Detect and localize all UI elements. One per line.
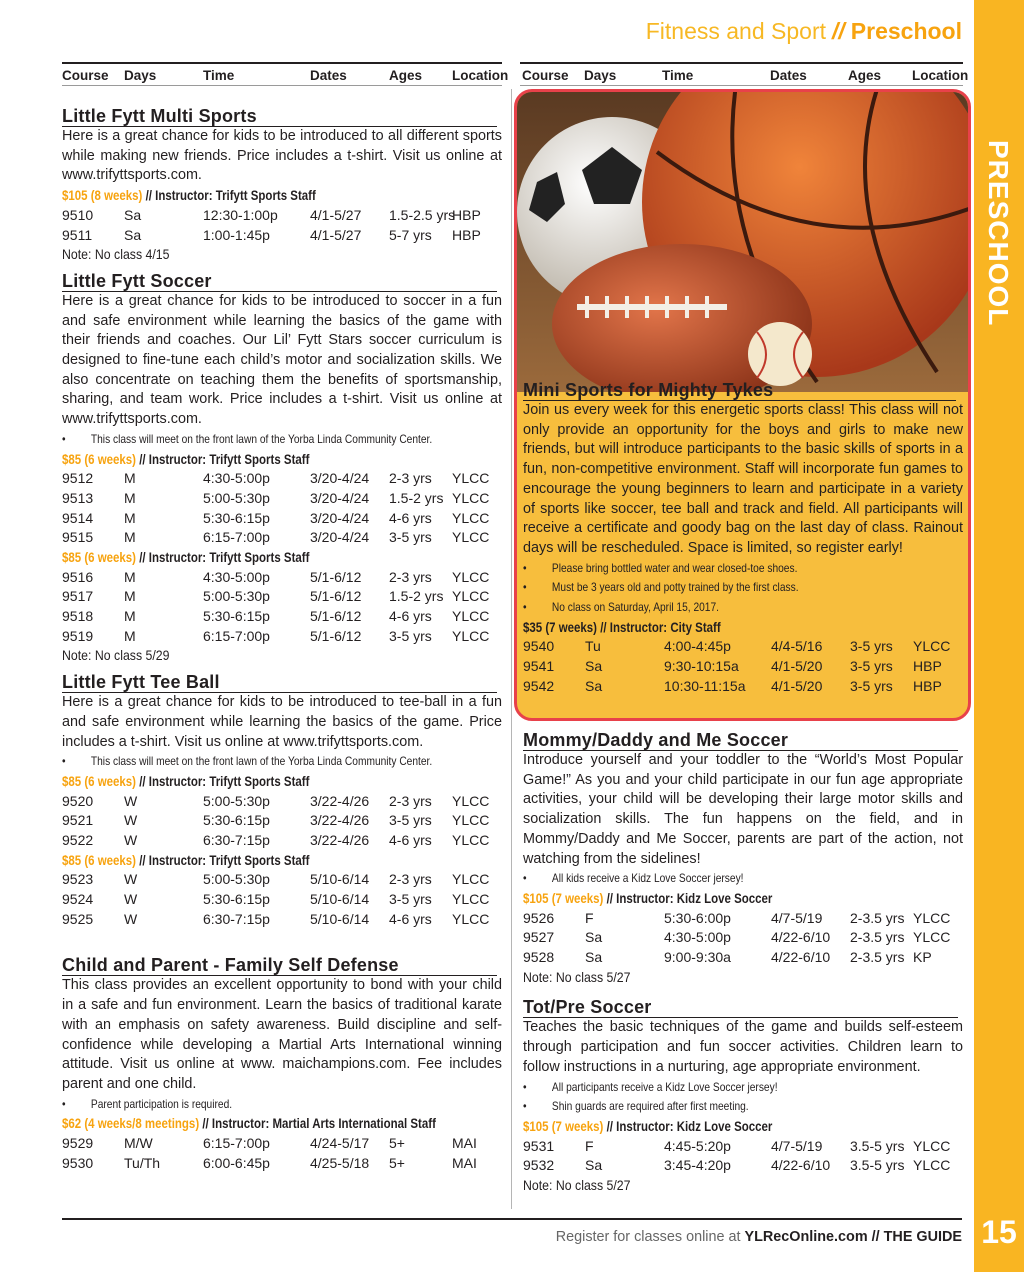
course-bullet: • No class on Saturday, April 15, 2017.: [523, 600, 719, 615]
fee-line: [62, 450, 504, 470]
fee-price: $85 (6 weeks): [62, 773, 137, 789]
course-note: Note: No class 4/15: [62, 246, 170, 263]
course-number: 9517: [62, 588, 94, 605]
subsection-title: Preschool: [850, 18, 962, 44]
course-title: Little Fytt Soccer: [62, 271, 497, 292]
time: 5:30-6:15p: [203, 891, 270, 908]
section-title: Fitness and Sport: [645, 18, 826, 44]
dates: 5/1-6/12: [310, 568, 362, 585]
schedule-row: [523, 1156, 963, 1176]
footer: [470, 1226, 962, 1248]
dates: 5/10-6/14: [310, 910, 370, 927]
time: 5:00-5:30p: [203, 588, 270, 605]
location: KP: [913, 949, 932, 965]
time: 3:45-4:20p: [664, 1157, 731, 1174]
instructor: // Instructor: Trifytt Sports Staff: [136, 852, 310, 868]
course-number: 9520: [62, 792, 94, 809]
ages: 2-3.5 yrs: [850, 909, 905, 926]
dates: 4/7-5/19: [771, 909, 823, 926]
course-description: Here is a great chance for kids to be introduced to all different sports while making new friends. Price includes a t-shirt. Visit us online at www.trifyttsports.com.: [62, 128, 502, 184]
col-location: Location: [912, 68, 969, 83]
col-ages: Ages: [389, 68, 423, 83]
days: Sa: [585, 949, 603, 965]
course-number: 9511: [62, 226, 93, 243]
time: 6:30-7:15p: [203, 910, 270, 927]
fee-line: [523, 618, 965, 638]
location: YLCC: [913, 1137, 951, 1154]
days: W: [124, 891, 138, 908]
schedule-row: [523, 677, 963, 697]
schedule-row: [62, 792, 502, 812]
course-description: Introduce yourself and your toddler to the “World’s Most Popular Game!” As you and your child participate in our fun age appropriate activities, your child will be developing their large motor skills and socialization skills. The fun happens on the field, and in Mommy/Daddy and Me Soccer, parents are part of the action, not watching from the sidelines!: [523, 752, 963, 867]
dates: 4/22-6/10: [771, 949, 831, 965]
schedule-row: [62, 811, 502, 831]
ages: 4-6 yrs: [389, 608, 432, 625]
time: 4:00-4:45p: [664, 638, 731, 655]
time: 1:00-1:45p: [203, 226, 270, 243]
location: YLCC: [913, 1157, 951, 1174]
location: HBP: [913, 658, 942, 675]
days: W: [124, 871, 138, 888]
days: M: [124, 588, 136, 605]
schedule-row: [523, 948, 963, 968]
location: YLCC: [452, 470, 490, 487]
ages: 1.5-2 yrs: [389, 489, 444, 506]
days: W: [124, 812, 138, 829]
days: M: [124, 568, 136, 585]
bullet-text: Shin guards are required after first meeting.: [551, 1099, 749, 1114]
ages: 2-3.5 yrs: [850, 949, 905, 965]
footer-site-link[interactable]: YLRecOnline.com: [744, 1229, 868, 1245]
bullet-text: No class on Saturday, April 15, 2017.: [551, 600, 719, 615]
bullet-text: All kids receive a Kidz Love Soccer jersey!: [551, 871, 744, 886]
dates: 4/24-5/17: [310, 1135, 370, 1152]
col-time: Time: [203, 68, 235, 83]
course-number: 9528: [523, 949, 555, 965]
course-note: Note: No class 5/27: [523, 968, 631, 985]
fee-price: $85 (6 weeks): [62, 549, 137, 565]
course-bullet: • This class will meet on the front lawn of the Yorba Linda Community Center.: [62, 754, 433, 769]
course-number: 9532: [523, 1157, 555, 1174]
fee-price: $105 (7 weeks): [523, 1118, 604, 1134]
course-number: 9523: [62, 871, 94, 888]
location: HBP: [452, 226, 481, 243]
dates: 4/1-5/20: [771, 677, 823, 694]
ages: 3-5 yrs: [850, 677, 893, 694]
dates: 3/22-4/26: [310, 792, 370, 809]
course-number: 9527: [523, 929, 555, 946]
ages: 5+: [389, 1154, 405, 1171]
course-description: This class provides an excellent opportunity to bond with your child in a safe and fun environment. Learn the basics of traditional karate with an emphasis on safety awareness. Build discipline and self-confidence while developing a Martial Arts International winning attitude. Visit us online at www. maichampions.com. Fee includes parent and one child.: [62, 977, 502, 1092]
ages: 4-6 yrs: [389, 509, 432, 526]
time: 9:00-9:30a: [664, 949, 731, 965]
dates: 4/1-5/27: [310, 206, 362, 223]
dates: 5/1-6/12: [310, 608, 362, 625]
fee-line: [523, 1117, 965, 1137]
bullet-text: Must be 3 years old and potty trained by the first class.: [551, 580, 799, 595]
time: 5:30-6:15p: [203, 812, 270, 829]
dates: 4/22-6/10: [771, 929, 831, 946]
location: YLCC: [452, 891, 490, 908]
course-number: 9519: [62, 627, 94, 644]
dates: 3/22-4/26: [310, 812, 370, 829]
time: 10:30-11:15a: [664, 677, 746, 694]
schedule-row: [62, 627, 502, 647]
col-course: Course: [522, 68, 569, 83]
location: HBP: [913, 677, 942, 694]
footer-rule: [62, 1218, 962, 1220]
days: W: [124, 832, 138, 849]
course-bullet: • Parent participation is required.: [62, 1096, 233, 1111]
schedule-row: [62, 1134, 502, 1154]
schedule-row: [523, 909, 963, 929]
mini-sports-section: [523, 380, 963, 697]
time: 6:00-6:45p: [203, 1154, 270, 1171]
schedule-row: [62, 1154, 502, 1174]
instructor: // Instructor: Martial Arts International Staff: [199, 1116, 436, 1132]
fee-line: [62, 1114, 504, 1134]
column-header-left: [62, 62, 509, 86]
time: 5:00-5:30p: [203, 871, 270, 888]
ages: 5+: [389, 1135, 405, 1152]
days: W: [124, 910, 138, 927]
instructor: // Instructor: Trifytt Sports Staff: [136, 773, 310, 789]
schedule-row: [62, 528, 502, 548]
days: Tu: [585, 638, 601, 655]
ages: 2-3 yrs: [389, 792, 432, 809]
time: 5:30-6:00p: [664, 909, 731, 926]
ages: 1.5-2 yrs: [389, 588, 444, 605]
schedule-row: [523, 928, 963, 948]
fee-price: $85 (6 weeks): [62, 451, 137, 467]
course-bullet: • This class will meet on the front lawn of the Yorba Linda Community Center.: [62, 431, 433, 446]
ages: 2-3.5 yrs: [850, 929, 905, 946]
time: 5:00-5:30p: [203, 489, 270, 506]
course-number: 9526: [523, 909, 555, 926]
schedule-rows: [62, 206, 502, 245]
bullet-text: This class will meet on the front lawn of the Yorba Linda Community Center.: [90, 754, 433, 769]
days: M: [124, 509, 136, 526]
location: HBP: [452, 206, 481, 223]
ages: 3-5 yrs: [850, 638, 893, 655]
course-number: 9530: [62, 1154, 94, 1171]
time: 5:30-6:15p: [203, 509, 270, 526]
course-description: Here is a great chance for kids to be introduced to tee-ball in a fun and safe environment while learning the basics of the game. Price includes a t-shirt. Visit us online at www.trifyttsports.com.: [62, 694, 502, 750]
course-title: Child and Parent - Family Self Defense: [62, 955, 497, 976]
fee-price: $85 (6 weeks): [62, 852, 137, 868]
ages: 2-3 yrs: [389, 871, 432, 888]
instructor: // Instructor: Trifytt Sports Staff: [136, 451, 310, 467]
time: 12:30-1:00p: [203, 206, 278, 223]
days: F: [585, 909, 594, 926]
course-number: 9512: [62, 470, 94, 487]
dates: 4/22-6/10: [771, 1157, 831, 1174]
schedule-row: [62, 607, 502, 627]
course-number: 9522: [62, 832, 94, 849]
bullet-text: This class will meet on the front lawn of the Yorba Linda Community Center.: [90, 431, 433, 446]
ages: 3-5 yrs: [389, 627, 432, 644]
col-course: Course: [62, 68, 109, 83]
ages: 2-3 yrs: [389, 568, 432, 585]
schedule-rows: [62, 1134, 502, 1173]
days: F: [585, 1137, 594, 1154]
left-column: [62, 106, 502, 1173]
location: YLCC: [913, 909, 951, 926]
col-ages: Ages: [848, 68, 882, 83]
schedule-row: [62, 509, 502, 529]
days: Sa: [585, 658, 603, 675]
days: M/W: [124, 1135, 153, 1152]
schedule-rows: [62, 870, 502, 929]
instructor: // Instructor: Trifytt Sports Staff: [136, 549, 310, 565]
ages: 4-6 yrs: [389, 832, 432, 849]
course-description: Teaches the basic techniques of the game and builds self-esteem through participation and fun soccer activities. Children learn to follow instructions in a nurturing, age appropriate environment.: [523, 1019, 963, 1075]
instructor: // Instructor: Trifytt Sports Staff: [142, 188, 316, 204]
bullet-text: All participants receive a Kidz Love Soccer jersey!: [551, 1079, 778, 1094]
time: 9:30-10:15a: [664, 658, 739, 675]
days: Sa: [124, 226, 142, 243]
time: 4:30-5:00p: [664, 929, 731, 946]
course-number: 9531: [523, 1137, 555, 1154]
time: 5:30-6:15p: [203, 608, 270, 625]
instructor: // Instructor: Kidz Love Soccer: [603, 890, 773, 906]
time: 6:15-7:00p: [203, 1135, 270, 1152]
schedule-rows: [523, 637, 963, 696]
location: YLCC: [452, 588, 490, 605]
course-bullet: • Shin guards are required after first meeting.: [523, 1099, 749, 1114]
time: 6:15-7:00p: [203, 627, 270, 644]
dates: 4/7-5/19: [771, 1137, 823, 1154]
days: M: [124, 627, 136, 644]
days: M: [124, 529, 136, 546]
footer-prefix: Register for classes online at: [555, 1229, 745, 1245]
dates: 3/22-4/26: [310, 832, 370, 849]
course-title: Mommy/Daddy and Me Soccer: [523, 730, 958, 751]
ages: 3.5-5 yrs: [850, 1137, 905, 1154]
ages: 3-5 yrs: [389, 529, 432, 546]
location: YLCC: [452, 832, 490, 849]
course-bullet: • All participants receive a Kidz Love Soccer jersey!: [523, 1079, 778, 1094]
course-number: 9540: [523, 638, 555, 655]
course-bullet: • All kids receive a Kidz Love Soccer jersey!: [523, 871, 744, 886]
schedule-row: [62, 469, 502, 489]
ages: 2-3 yrs: [389, 470, 432, 487]
page-header: [470, 16, 962, 46]
course-number: 9518: [62, 608, 94, 625]
location: YLCC: [913, 929, 951, 946]
dates: 4/25-5/18: [310, 1154, 370, 1171]
dates: 3/20-4/24: [310, 489, 370, 506]
location: YLCC: [913, 638, 951, 655]
schedule-row: [62, 489, 502, 509]
time: 4:45-5:20p: [664, 1137, 731, 1154]
course-note: Note: No class 5/29: [62, 647, 170, 664]
location: YLCC: [452, 812, 490, 829]
days: M: [124, 489, 136, 506]
ages: 5-7 yrs: [389, 226, 432, 243]
schedule-row: [62, 831, 502, 851]
course-number: 9515: [62, 529, 94, 546]
schedule-row: [62, 568, 502, 588]
course-number: 9525: [62, 910, 94, 927]
days: Sa: [124, 206, 142, 223]
days: Sa: [585, 677, 603, 694]
col-time: Time: [662, 68, 694, 83]
bullet-text: Please bring bottled water and wear closed-toe shoes.: [551, 560, 798, 575]
location: YLCC: [452, 489, 490, 506]
header-separator: //: [832, 18, 845, 44]
dates: 5/1-6/12: [310, 588, 362, 605]
schedule-rows: [62, 469, 502, 548]
dates: 4/1-5/20: [771, 658, 823, 675]
course-number: 9521: [62, 812, 94, 829]
footer-guide-label: // THE GUIDE: [867, 1229, 962, 1245]
location: YLCC: [452, 910, 490, 927]
fee-line: [62, 186, 504, 206]
column-divider: [511, 89, 512, 1209]
location: MAI: [452, 1135, 477, 1152]
course-number: 9524: [62, 891, 94, 908]
location: YLCC: [452, 509, 490, 526]
fee-line: [523, 889, 965, 909]
column-header-right: [520, 62, 969, 86]
course-number: 9542: [523, 677, 555, 694]
schedule-rows: [523, 1137, 963, 1176]
instructor: // Instructor: City Staff: [597, 619, 721, 635]
fee-price: $105 (8 weeks): [62, 188, 143, 204]
days: Sa: [585, 929, 603, 946]
days: Tu/Th: [124, 1154, 161, 1171]
days: W: [124, 792, 138, 809]
fee-line: [62, 772, 504, 792]
course-title: Little Fytt Multi Sports: [62, 106, 497, 127]
dates: 3/20-4/24: [310, 529, 370, 546]
dates: 5/10-6/14: [310, 891, 370, 908]
location: YLCC: [452, 529, 490, 546]
course-title: Mini Sports for Mighty Tykes: [523, 380, 956, 401]
time: 6:30-7:15p: [203, 832, 270, 849]
schedule-row: [62, 587, 502, 607]
schedule-rows: [523, 909, 963, 968]
bullet-text: Parent participation is required.: [90, 1096, 233, 1111]
course-description: Here is a great chance for kids to be introduced to soccer in a fun and safe environment while learning the basics of the game with their friends and coaches. Our Lil’ Fytt Stars soccer curriculum is designed to fine-tune each child’s motor and socialization skills. We also concentrate on teaching them the benefits of sportsmanship, sharing, and team work. Price includes a t-shirt. Visit us online at www.trifyttsports.com.: [62, 292, 502, 428]
dates: 5/1-6/12: [310, 627, 362, 644]
sports-balls-image: [517, 92, 971, 392]
location: YLCC: [452, 627, 490, 644]
location: YLCC: [452, 568, 490, 585]
ages: 3-5 yrs: [850, 658, 893, 675]
schedule-row: [62, 206, 502, 226]
page-number: 15: [974, 1212, 1024, 1272]
location: YLCC: [452, 871, 490, 888]
ages: 3.5-5 yrs: [850, 1157, 905, 1174]
course-description: Join us every week for this energetic sports class! This class will not only provide an opportunity for the boys and girls to make new friends, but will introduce participants to the basic skills of sports in a fun, non-competitive environment. Staff will incorporate fun games to encourage the young beginners to learn and participate in a variety of sports like soccer, tee ball and track and field. All participants will receive a certificate and goody bag on the last day of class. Rainout days will be rescheduled. Space is limited, so register early!: [523, 402, 963, 556]
time: 4:30-5:00p: [203, 470, 270, 487]
course-number: 9514: [62, 509, 94, 526]
time: 6:15-7:00p: [203, 529, 270, 546]
ages: 4-6 yrs: [389, 910, 432, 927]
ages: 3-5 yrs: [389, 891, 432, 908]
fee-price: $105 (7 weeks): [523, 890, 604, 906]
days: Sa: [585, 1157, 603, 1174]
fee-line: [62, 851, 504, 871]
schedule-row: [523, 1137, 963, 1157]
course-number: 9513: [62, 489, 94, 506]
course-bullet: • Must be 3 years old and potty trained by the first class.: [523, 580, 799, 595]
course-number: 9516: [62, 568, 94, 585]
course-note: Note: No class 5/27: [523, 1176, 631, 1193]
instructor: // Instructor: Kidz Love Soccer: [603, 1118, 773, 1134]
schedule-row: [62, 870, 502, 890]
col-dates: Dates: [770, 68, 807, 83]
location: YLCC: [452, 792, 490, 809]
fee-line: [62, 548, 504, 568]
col-days: Days: [124, 68, 157, 83]
schedule-row: [62, 890, 502, 910]
time: 4:30-5:00p: [203, 568, 270, 585]
fee-price: $62 (4 weeks/8 meetings): [62, 1116, 200, 1132]
dates: 3/20-4/24: [310, 470, 370, 487]
right-column: [523, 730, 963, 1196]
dates: 4/4-5/16: [771, 638, 823, 655]
course-number: 9541: [523, 658, 555, 675]
col-location: Location: [452, 68, 509, 83]
schedule-row: [62, 910, 502, 930]
dates: 5/10-6/14: [310, 871, 370, 888]
days: M: [124, 470, 136, 487]
side-tab-label: PRESCHOOL: [983, 140, 1014, 327]
col-days: Days: [584, 68, 617, 83]
dates: 3/20-4/24: [310, 509, 370, 526]
fee-price: $35 (7 weeks): [523, 619, 598, 635]
days: M: [124, 608, 136, 625]
schedule-row: [62, 226, 502, 246]
schedule-rows: [62, 792, 502, 851]
schedule-rows: [62, 568, 502, 647]
time: 5:00-5:30p: [203, 792, 270, 809]
col-dates: Dates: [310, 68, 347, 83]
course-bullet: • Please bring bottled water and wear closed-toe shoes.: [523, 560, 798, 575]
schedule-row: [523, 657, 963, 677]
dates: 4/1-5/27: [310, 226, 362, 243]
schedule-row: [523, 637, 963, 657]
location: MAI: [452, 1154, 477, 1171]
location: YLCC: [452, 608, 490, 625]
course-number: 9510: [62, 206, 94, 223]
ages: 3-5 yrs: [389, 812, 432, 829]
course-title: Little Fytt Tee Ball: [62, 672, 497, 693]
course-title: Tot/Pre Soccer: [523, 997, 958, 1018]
ages: 1.5-2.5 yrs: [389, 206, 456, 223]
course-number: 9529: [62, 1135, 94, 1152]
